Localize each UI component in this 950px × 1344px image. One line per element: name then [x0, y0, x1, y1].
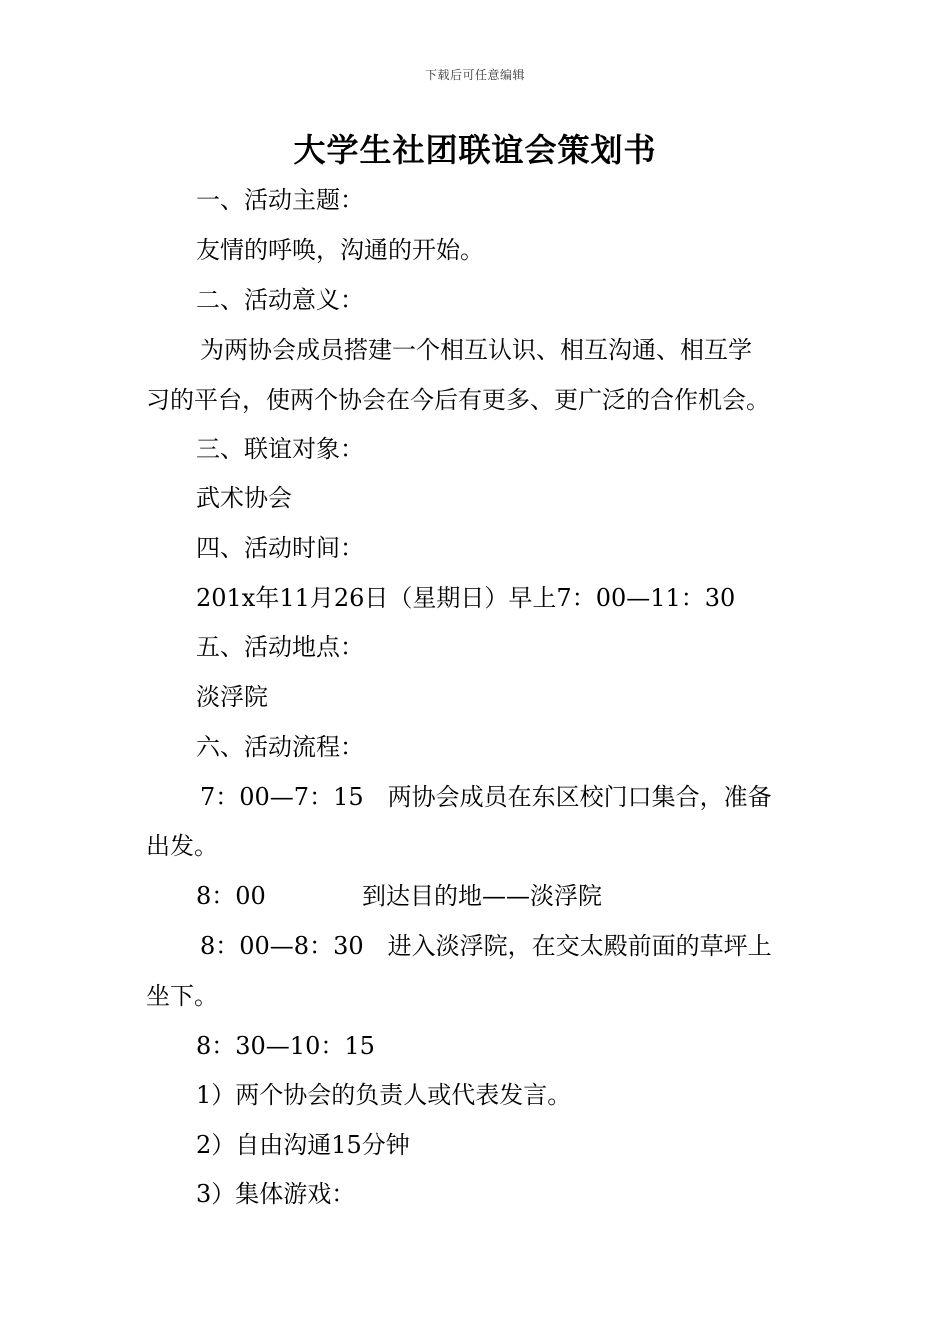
flow-step-3-line-1: 8：00—8：30 进入淡浮院，在交太殿前面的草坪上: [200, 932, 772, 960]
flow-step-4-item-2: 2）自由沟通15分钟: [196, 1131, 410, 1159]
flow-heading: 六、活动流程：: [196, 733, 364, 761]
place-body: 淡浮院: [196, 683, 268, 711]
flow-step-3-line-2: 坐下。: [146, 982, 218, 1010]
meaning-heading: 二、活动意义：: [196, 286, 364, 314]
document-title: 大学生社团联谊会策划书: [293, 131, 657, 169]
flow-step-4-item-1: 1）两个协会的负责人或代表发言。: [196, 1081, 572, 1109]
flow-step-1-line-1: 7：00—7：15 两协会成员在东区校门口集合，准备: [200, 783, 772, 811]
header-note: 下载后可任意编辑: [424, 68, 525, 82]
theme-body: 友情的呼唤，沟通的开始。: [196, 236, 484, 264]
flow-step-1-line-2: 出发。: [146, 832, 218, 860]
time-body: 201x年11月26日（星期日）早上7：00—11：30: [196, 584, 736, 612]
meaning-body-line-2: 习的平台，使两个协会在今后有更多、更广泛的合作机会。: [146, 386, 770, 414]
time-heading: 四、活动时间：: [196, 534, 364, 562]
flow-step-2-text: 到达目的地——淡浮院: [362, 882, 602, 910]
flow-step-4-time: 8：30—10：15: [196, 1032, 375, 1060]
target-body: 武术协会: [196, 484, 292, 512]
meaning-body-line-1: 为两协会成员搭建一个相互认识、相互沟通、相互学: [200, 336, 752, 364]
theme-heading: 一、活动主题：: [196, 186, 364, 214]
flow-step-4-item-3: 3）集体游戏：: [196, 1180, 356, 1208]
place-heading: 五、活动地点：: [196, 633, 364, 661]
target-heading: 三、联谊对象：: [196, 435, 364, 463]
flow-step-2-time: 8：00: [196, 882, 266, 910]
